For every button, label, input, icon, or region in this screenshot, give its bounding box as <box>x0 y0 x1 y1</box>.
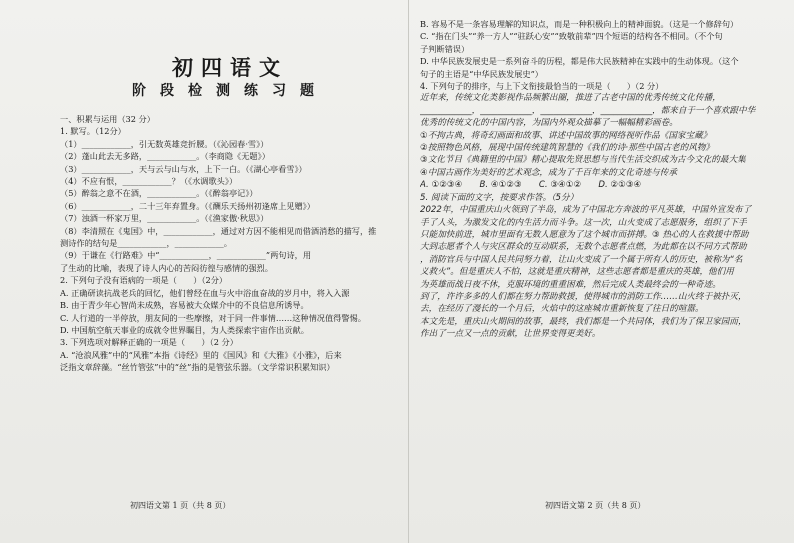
text-line: 2022年，中国重庆山火领到了半岛，成为了中国北方奔波的平凡英雄，中国外宣发布了 <box>420 205 752 216</box>
text-line: 2. 下列句子没有语病的一项是（ ）（2分） <box>60 275 228 286</box>
text-line: C. 人行道的一半停放，朋友间的一些摩擦，对于同一件事情……这种情况值得警惕。 <box>60 312 366 323</box>
right-page <box>420 0 785 543</box>
text-line: 优秀的传统文化的中国内容，为国内外观众描摹了一幅幅精彩画卷。 <box>420 118 678 129</box>
text-line: 到了，许许多多的人们都在努力帮助救援，使得城市的消防工作……山火终于被扑灭， <box>420 291 747 302</box>
text-line: 泛指文章辞藻。“丝竹管弦”中的“丝”指的是管弦乐器。（文学常识积累知识） <box>60 362 335 373</box>
text-line: 手了人头，为激发文化的内生活力而斗争。这一次，山火变成了志愿服务，组织了下手 <box>420 217 747 228</box>
text-line: 5. 阅读下面的文字，按要求作答。（5分） <box>420 192 579 203</box>
text-line: （9）于谦在《行路难》中“____________，____________”两句诗，用 <box>60 250 312 261</box>
left-page-footer: 初四语文第 1 页（共 8 页） <box>130 501 231 510</box>
text-line: 为英雄而战日夜不休，克服环境的重重困难，然后完成人类最终会的一种奇迹。 <box>420 279 721 290</box>
text-line: 义救火”。但是重庆人不怕，这就是重庆精神，这些志愿者都是重庆的英雄，他们用 <box>420 267 734 278</box>
text-line: 1. 默写。（12分） <box>60 126 126 137</box>
text-line: （7）浊酒一杯家万里，____________。（《渔家傲·秋思》） <box>60 213 269 224</box>
text-line: 测诗作的结句是____________，____________。 <box>60 238 232 249</box>
left-page-text <box>60 113 400 374</box>
text-line: 4. 下列句子的排序，与上下文衔接最恰当的一项是（ ）（2 分） <box>420 81 664 92</box>
right-page-footer: 初四语文第 2 页（共 8 页） <box>545 501 646 510</box>
text-line: 去，在经历了漫长的一个月后，火焰中的这座城市重新恢复了往日的喧嚣。 <box>420 304 704 315</box>
text-line: B. 由于青少年心智尚未成熟，容易被大众媒介中的不良信息所诱导。 <box>60 300 309 311</box>
text-line: 子判断错误） <box>420 43 470 54</box>
text-line: A. 正确研读抗战老兵的回忆，他们曾经在血与火中浴血奋战的岁月中，将入入源 <box>60 287 350 298</box>
text-line: 3. 下列选项对解释正确的一项是（ ）（2 分） <box>60 337 238 348</box>
text-line: ，消防官兵与中国人民共同努力着，让山火变成了一个属于所有人的历史，被称为“名 <box>420 254 743 265</box>
text-line: 句子的主语是“中华民族发展史”） <box>420 68 543 79</box>
text-line: 只能加快前进，城市里面有无数人愿意为了这个城市而拼搏。③ 热心的人在救援中帮助 <box>420 229 749 240</box>
right-page-text <box>420 18 785 341</box>
exam-title: 初四语文 <box>172 55 288 80</box>
text-line: ____________，____________，____________，____________，都来自于一个喜欢跟中华 <box>420 105 756 116</box>
text-line: 了生动的比喻，表现了诗人内心的苦闷彷徨与感情的强烈。 <box>60 262 273 273</box>
text-line: ②按照物色风格，展现中国传统建筑智慧的《我们的诗·那些中国古老的风物》 <box>420 143 715 154</box>
text-line: ①不拘古典，将奇幻画面和故事、讲述中国故事的网络视听作品《国家宝藏》 <box>420 130 712 141</box>
left-page <box>60 0 400 543</box>
text-line: （6）____________，二十三年弃置身。（《酬乐天扬州初逢席上见赠》） <box>60 200 315 211</box>
text-line: A. ①②③④ B. ④①②③ C. ③④①② D. ②①③④ <box>420 180 642 191</box>
text-line: （4）不应有恨，____________？（《水调歌头》） <box>60 176 238 187</box>
text-line: 一、积累与运用（32 分） <box>60 114 155 124</box>
text-line: ④中国古画作为美好的艺术观念，成为了千百年来的文化奇迹与传承 <box>420 167 677 178</box>
exam-subtitle: 阶段检测练习题 <box>132 83 328 99</box>
text-line: ③文化节目《典籍里的中国》精心提取先贤思想与当代生活交织成为古今文化的最大集 <box>420 155 746 166</box>
text-line: 作出了一点又一点的贡献，让世界变得更美好。 <box>420 329 601 340</box>
text-line: （3）____________，天与云与山与水，上下一白。（《湖心亭看雪》） <box>60 163 307 174</box>
text-line: D. 中华民族发展史是一系列奋斗的历程，都是伟大民族精神在实践中的生动体现。（这个 <box>420 56 739 67</box>
text-line: （5）醉翁之意不在酒，____________。（《醉翁亭记》） <box>60 188 258 199</box>
text-line: C. “指在门头”“养一方人”“驻跃心安”“致敬前辈”四个短语的结构各不相同。（不个句 <box>420 31 723 42</box>
text-line: （1）____________，引无数英雄竞折腰。（《沁园春·雪》） <box>60 138 269 149</box>
text-line: D. 中国航空航天事业的成就令世界瞩目，为人类探索宇宙作出贡献。 <box>60 324 309 335</box>
page-gutter <box>408 0 409 543</box>
text-line: 本文先是，重庆山火期间的故事，最终，我们都是一个共同体，我们为了保卫家园而， <box>420 316 747 327</box>
text-line: A. “沧浪风雅”中的“风雅”本指《诗经》里的《国风》和《大雅》《小雅》，后来 <box>60 349 342 360</box>
text-line: B. 容易不是一条容易理解的知识点，而是一种积极向上的精神面貌。（这是一个修辞句） <box>420 19 739 29</box>
text-line: （8）李清照在《鬼国》中，____________，通过对方因不能相见而借酒消愁的描写，推 <box>60 225 377 236</box>
text-line: 大到志愿者个人与灾区群众的互动联系，无数个志愿者点燃，为此都在以不同方式帮助 <box>420 242 747 253</box>
text-line: 近年来，传统文化类影视作品频繁出圈，推进了古老中国的优秀传统文化传播， <box>420 93 721 104</box>
text-line: （2）蓬山此去无多路，____________。（李商隐《无题》） <box>60 151 270 162</box>
